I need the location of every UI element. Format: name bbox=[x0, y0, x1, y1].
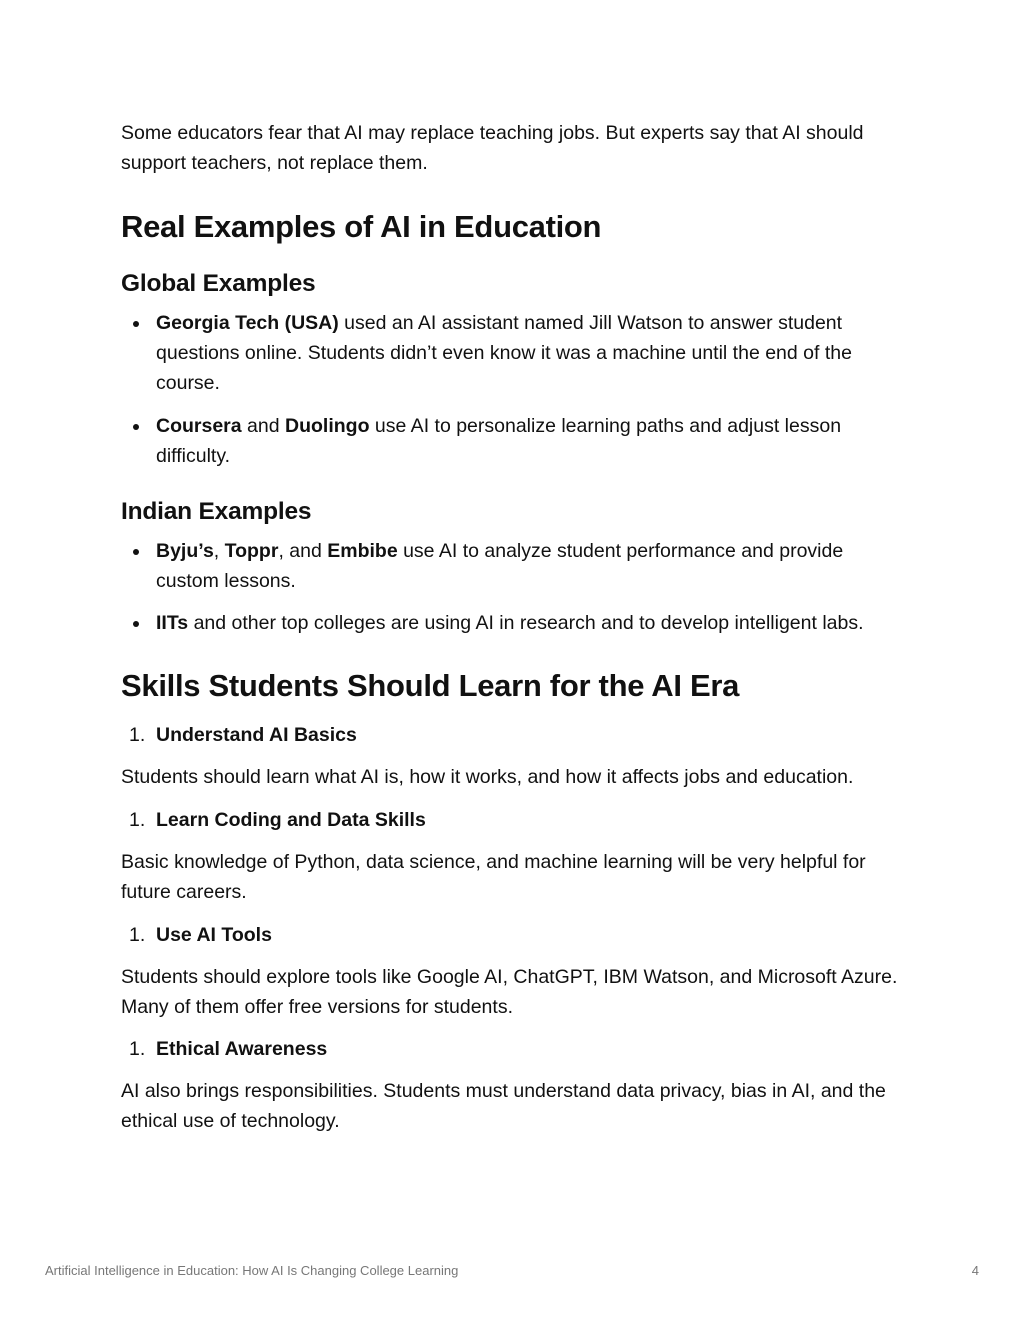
skill-heading bbox=[121, 920, 911, 950]
item-text: use AI to analyze student performance and provide custom lessons. bbox=[156, 540, 844, 592]
list-item bbox=[121, 308, 911, 398]
list-item bbox=[121, 536, 911, 596]
org-name: Embibe bbox=[327, 540, 398, 562]
indian-examples-list bbox=[121, 536, 911, 638]
item-number: 1. bbox=[129, 1038, 146, 1060]
page-number: 4 bbox=[971, 1263, 979, 1278]
heading-indian-examples: Indian Examples bbox=[121, 498, 312, 525]
item-text: and other top colleges are using AI in research and to develop intelligent labs. bbox=[188, 612, 864, 634]
item-text: , and bbox=[278, 540, 328, 562]
heading-skills: Skills Students Should Learn for the AI Era bbox=[121, 668, 740, 703]
org-name: Coursera bbox=[156, 415, 242, 437]
global-examples-list bbox=[121, 308, 911, 471]
skill-description: Basic knowledge of Python, data science, and machine learning will be very helpful for future careers. bbox=[121, 851, 866, 903]
skill-heading bbox=[121, 720, 911, 750]
org-name: Georgia Tech (USA) bbox=[156, 312, 339, 334]
list-item bbox=[121, 608, 911, 638]
skill-title: Use AI Tools bbox=[156, 924, 272, 946]
item-number: 1. bbox=[129, 724, 146, 746]
list-item bbox=[121, 411, 911, 471]
page-footer bbox=[45, 1262, 979, 1280]
org-name: Duolingo bbox=[285, 415, 370, 437]
skill-heading bbox=[121, 805, 911, 835]
skill-title: Learn Coding and Data Skills bbox=[156, 809, 426, 831]
skill-description: AI also brings responsibilities. Students must understand data privacy, bias in AI, and the ethical use of technology. bbox=[121, 1080, 886, 1132]
heading-global-examples: Global Examples bbox=[121, 270, 316, 297]
skill-title: Ethical Awareness bbox=[156, 1038, 328, 1060]
item-text: used an AI assistant named Jill Watson to answer student questions online. Students didn’t even know it was a machine until the end of the course. bbox=[156, 312, 852, 394]
item-text: and bbox=[241, 415, 285, 437]
skill-title: Understand AI Basics bbox=[156, 724, 357, 746]
org-name: Toppr bbox=[224, 540, 279, 562]
skill-description: Students should explore tools like Google AI, ChatGPT, IBM Watson, and Microsoft Azure. Many of them offer free versions for students. bbox=[121, 966, 898, 1018]
org-name: Byju’s bbox=[156, 540, 214, 562]
footer-title: Artificial Intelligence in Education: How AI Is Changing College Learning bbox=[45, 1263, 459, 1278]
item-number: 1. bbox=[129, 924, 146, 946]
skill-heading bbox=[121, 1034, 911, 1064]
document-page bbox=[121, 118, 911, 1136]
item-text: , bbox=[213, 540, 225, 562]
heading-real-examples: Real Examples of AI in Education bbox=[121, 209, 602, 244]
org-name: IITs bbox=[156, 612, 189, 634]
item-text: use AI to personalize learning paths and adjust lesson difficulty. bbox=[156, 415, 842, 467]
intro-paragraph: Some educators fear that AI may replace teaching jobs. But experts say that AI should support teachers, not replace them. bbox=[121, 122, 864, 174]
item-number: 1. bbox=[129, 809, 146, 831]
skill-description: Students should learn what AI is, how it works, and how it affects jobs and education. bbox=[121, 766, 854, 788]
